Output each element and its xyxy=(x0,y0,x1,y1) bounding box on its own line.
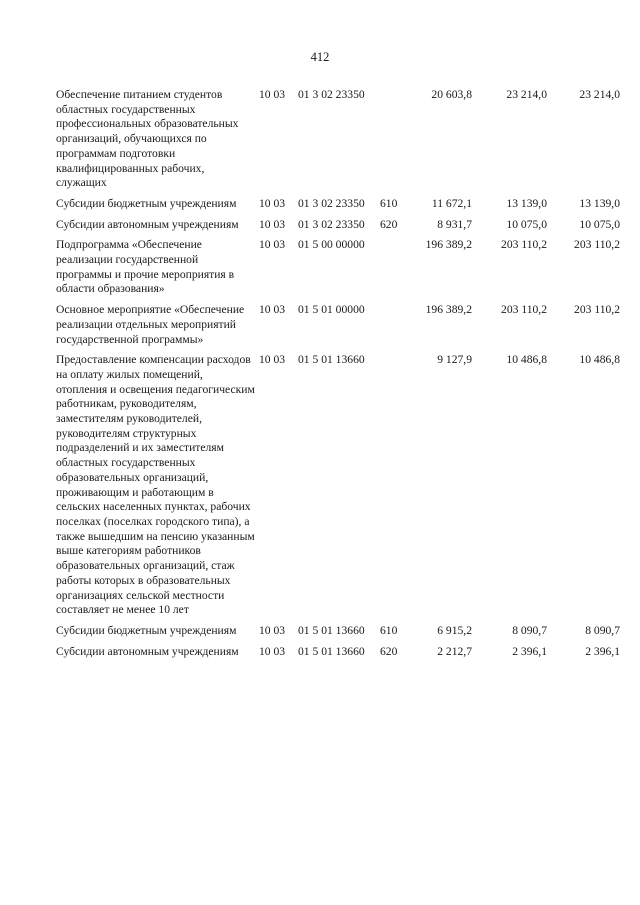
row-amount-2: 8 090,7 xyxy=(512,623,547,637)
row-target-article-code: 01 3 02 23350 xyxy=(298,88,365,101)
row-amount-3: 10 075,0 xyxy=(579,217,620,231)
row-amount-2: 203 110,2 xyxy=(501,238,547,252)
row-amount-2: 10 486,8 xyxy=(506,353,547,367)
row-section-code: 10 03 xyxy=(259,88,286,101)
row-amount-1: 6 915,2 xyxy=(437,623,472,637)
row-target-article-code: 01 3 02 23350 xyxy=(298,196,365,210)
row-name: Обеспечение питанием студентов областных государственных профессиональных образовательных организаций, обучающихся по программам подготовки квалифицированных рабочих, служащих xyxy=(56,88,239,190)
row-amount-1: 20 603,8 xyxy=(431,88,472,101)
row-section-code: 10 03 xyxy=(259,196,286,210)
row-target-article-code: 01 5 01 13660 xyxy=(298,353,365,367)
row-amount-1: 11 672,1 xyxy=(431,196,472,210)
row-amount-1: 9 127,9 xyxy=(437,353,472,367)
row-amount-2: 10 075,0 xyxy=(506,217,547,231)
table-row xyxy=(0,238,640,297)
row-expense-type-code: 620 xyxy=(380,217,398,231)
table-row xyxy=(0,197,640,212)
row-target-article-code: 01 5 00 00000 xyxy=(298,238,365,252)
row-name: Субсидии автономным учреждениям xyxy=(56,217,239,231)
row-amount-3: 10 486,8 xyxy=(579,353,620,367)
budget-table xyxy=(0,88,640,665)
row-name: Подпрограмма «Обеспечение реализации государственной программы и прочие мероприятия в области образования» xyxy=(56,238,235,296)
table-row xyxy=(0,88,640,191)
row-amount-2: 2 396,1 xyxy=(512,644,547,658)
row-section-code: 10 03 xyxy=(259,238,286,252)
row-section-code: 10 03 xyxy=(259,644,286,658)
row-section-code: 10 03 xyxy=(259,217,286,231)
page-number: 412 xyxy=(310,50,330,64)
row-amount-3: 2 396,1 xyxy=(585,644,620,658)
row-amount-3: 203 110,2 xyxy=(574,303,620,317)
row-amount-2: 203 110,2 xyxy=(501,303,547,317)
table-row xyxy=(0,218,640,233)
row-target-article-code: 01 3 02 23350 xyxy=(298,217,365,231)
row-amount-1: 8 931,7 xyxy=(437,217,472,231)
row-amount-1: 196 389,2 xyxy=(425,303,472,317)
row-amount-2: 13 139,0 xyxy=(506,196,547,210)
row-amount-3: 8 090,7 xyxy=(585,623,620,637)
row-amount-1: 196 389,2 xyxy=(425,238,472,252)
row-target-article-code: 01 5 01 00000 xyxy=(298,303,365,317)
row-target-article-code: 01 5 01 13660 xyxy=(298,644,365,658)
row-section-code: 10 03 xyxy=(259,303,286,317)
row-name: Субсидии автономным учреждениям xyxy=(56,644,239,658)
row-expense-type-code: 610 xyxy=(380,196,398,210)
row-target-article-code: 01 5 01 13660 xyxy=(298,623,365,637)
table-row xyxy=(0,624,640,639)
row-name: Субсидии бюджетным учреждениям xyxy=(56,623,237,637)
row-section-code: 10 03 xyxy=(259,623,286,637)
table-row xyxy=(0,303,640,347)
row-name: Основное мероприятие «Обеспечение реализации отдельных мероприятий государственной программы» xyxy=(56,303,245,346)
row-amount-2: 23 214,0 xyxy=(506,88,547,101)
row-section-code: 10 03 xyxy=(259,353,286,367)
row-expense-type-code: 620 xyxy=(380,644,398,658)
row-amount-1: 2 212,7 xyxy=(437,644,472,658)
row-name: Предоставление компенсации расходов на оплату жилых помещений, отопления и освещения педагогическим работникам, руководителям, заместителям руководителей, руководителям структурных подразделений и их заместителям областных государственных образовательных организаций, проживающим и работающим в сельских населенных пунктах, рабочих поселках (поселках городского типа), а также вышедшим на пенсию указанным выше категориям работников образовательных организаций, стаж работы которых в образовательных организациях сельской местности составляет не менее 10 лет xyxy=(56,353,255,617)
table-row xyxy=(0,353,640,618)
row-amount-3: 23 214,0 xyxy=(579,88,620,101)
row-amount-3: 13 139,0 xyxy=(579,196,620,210)
row-amount-3: 203 110,2 xyxy=(574,238,620,252)
row-expense-type-code: 610 xyxy=(380,623,398,637)
row-name: Субсидии бюджетным учреждениям xyxy=(56,196,237,210)
table-row xyxy=(0,645,640,660)
